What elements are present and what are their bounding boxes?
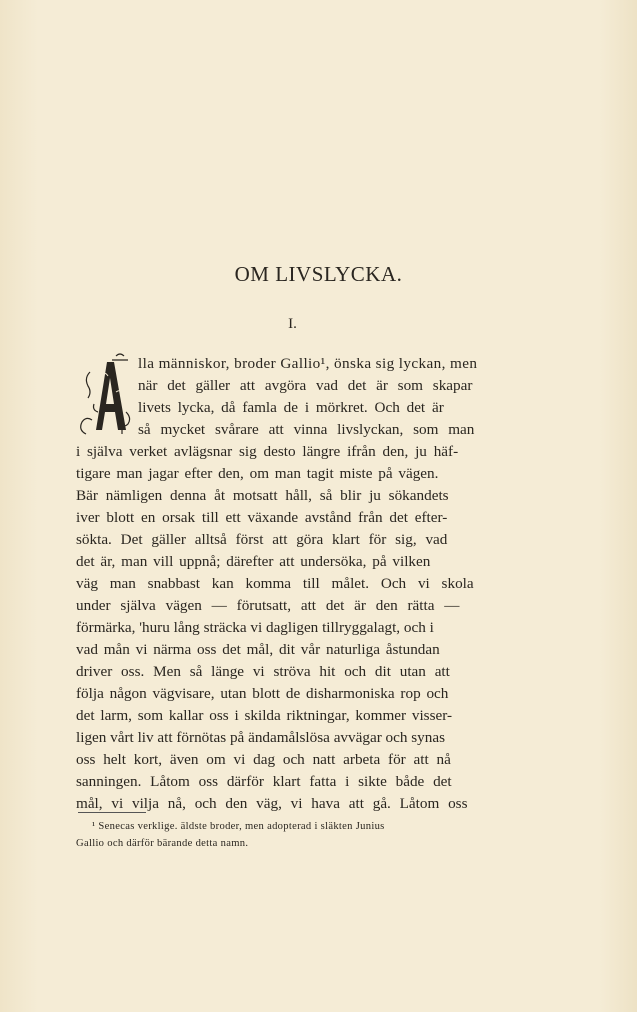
text-line: det larm, som kallar oss i skilda riktningar, kommer visser- (76, 707, 453, 724)
text-line: iver blott en orsak till ett växande avstånd från det efter- (76, 509, 448, 526)
text-line: sanningen. Låtom oss därför klart fatta i sikte både det (76, 773, 452, 790)
text-line: driver oss. Men så länge vi ströva hit och dit utan att (76, 663, 450, 680)
text-line: förmärka, 'huru lång sträcka vi dagligen tillryggalagt, och i (76, 619, 434, 636)
ornamental-initial-icon (76, 352, 140, 440)
text-line: väg man snabbast kan komma till målet. Och vi skola (76, 575, 474, 592)
text-line: när det gäller att avgöra vad det är som skapar (138, 377, 473, 394)
text-line: vad mån vi närma oss det mål, dit vår naturliga åstundan (76, 641, 440, 658)
text-line: ligen vårt liv att förnötas på ändamålslösa avvägar och synas (76, 729, 446, 746)
text-line: i själva verket avlägsnar sig desto längre ifrån den, ju häf- (76, 443, 459, 460)
footnote-line: Gallio och därför bärande detta namn. (76, 838, 249, 849)
text-line: lla människor, broder Gallio¹, önska sig lyckan, men (138, 355, 478, 372)
footnote-divider (78, 812, 146, 813)
text-line: under själva vägen — förutsatt, att det är den rätta — (76, 597, 460, 614)
chapter-title: OM LIVSLYCKA. (234, 262, 403, 286)
text-line: det är, man vill uppnå; därefter att undersöka, på vilken (76, 553, 431, 570)
text-line: sökta. Det gäller alltså först att göra klart för sig, vad (76, 531, 448, 548)
text-line: livets lycka, då famla de i mörkret. Och det är (138, 399, 444, 416)
text-line: oss helt kort, även om vi dag och natt arbeta för att nå (76, 751, 451, 768)
text-line: Bär nämligen denna åt motsatt håll, så blir ju sökandets (76, 487, 449, 504)
text-line: mål, vi vilja nå, och den väg, vi hava att gå. Låtom oss (76, 795, 468, 812)
text-line: tigare man jagar efter den, om man tagit miste på vägen. (76, 465, 439, 482)
text-line: så mycket svårare att vinna livslyckan, som man (138, 421, 475, 438)
text-line: följa någon vägvisare, utan blott de disharmoniska rop och (76, 685, 449, 702)
footnote-line: ¹ Senecas verklige. äldste broder, men adopterad i släkten Junius (92, 821, 385, 832)
section-number: I. (288, 316, 297, 332)
